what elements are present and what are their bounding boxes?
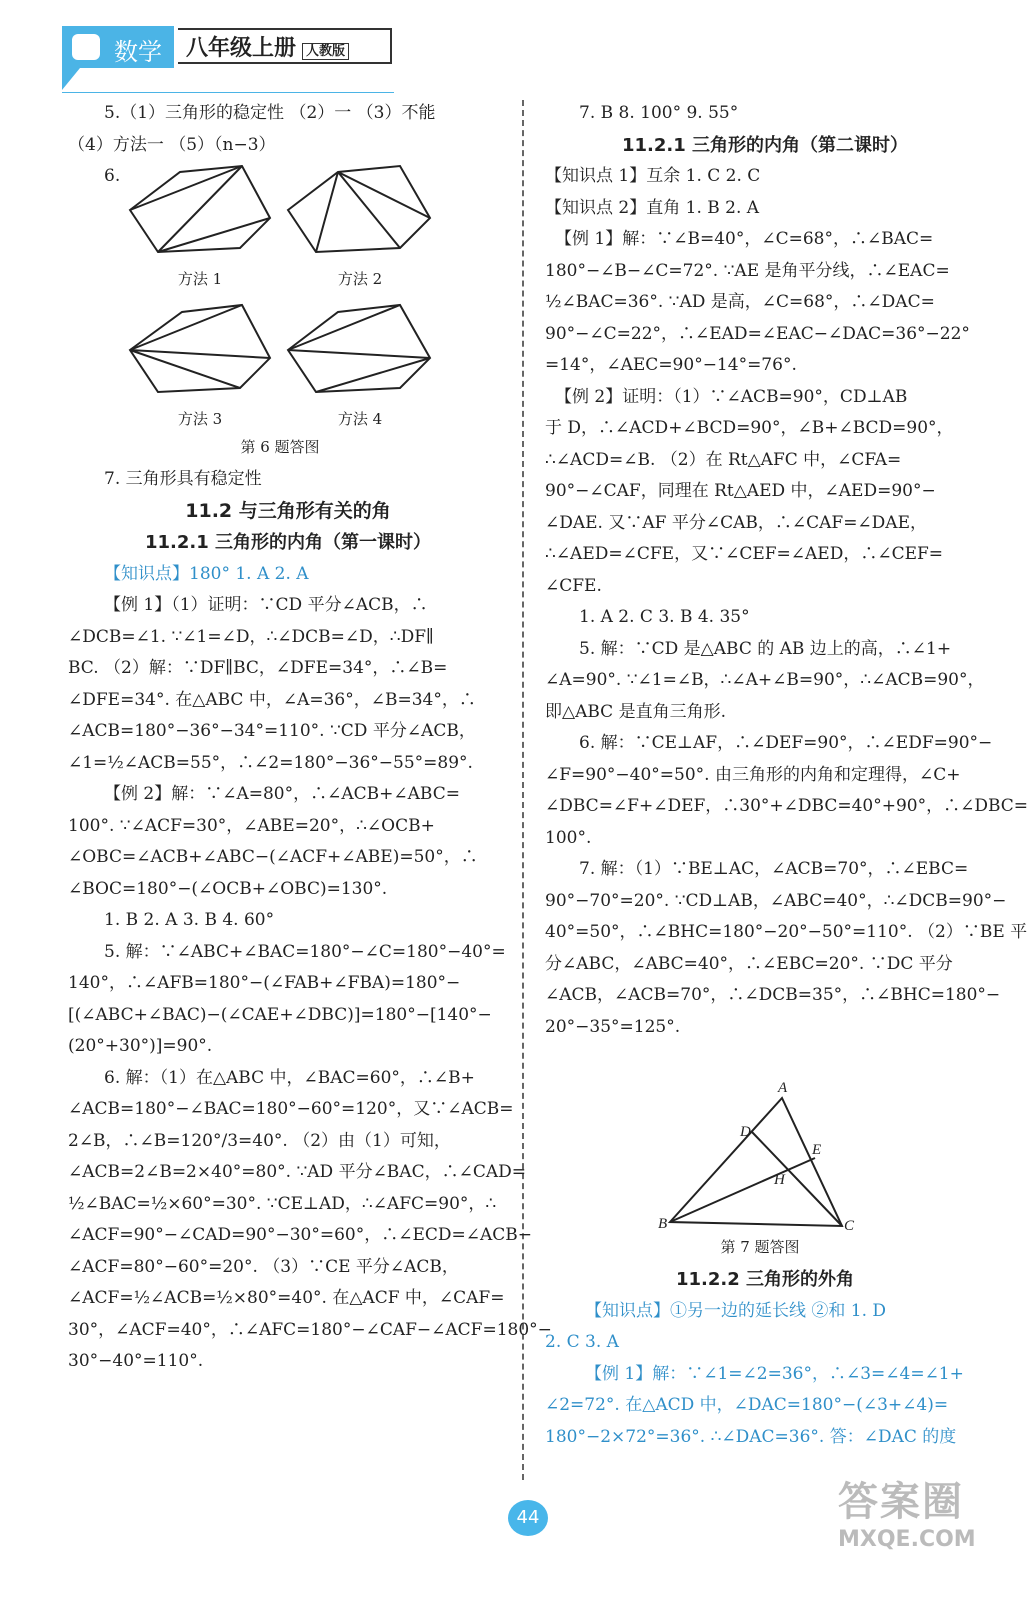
column-divider xyxy=(522,100,524,1480)
answer-line: 5. 解：∵CD 是△ABC 的 AB 边上的高，∴∠1+ xyxy=(579,638,952,659)
answer-line: ∠ACB=180°−36°−34°=110°. ∵CD 平分∠ACB， xyxy=(68,721,476,741)
answer-line: 5. 解：∵∠ABC+∠BAC=180°−∠C=180°−40°= xyxy=(104,941,506,962)
answer-line: 【例 2】证明：（1）∵∠ACB=90°，CD⊥AB xyxy=(555,386,908,407)
answer-line: 180°−∠B−∠C=72°. ∵AE 是角平分线，∴∠EAC= xyxy=(545,260,950,281)
answer-line: ∠2=72°. 在△ACD 中，∠DAC=180°−(∠3+∠4)= xyxy=(545,1395,949,1415)
answer-line: 即△ABC 是直角三角形. xyxy=(545,701,726,722)
answer-line: 【例 1】解：∵∠1=∠2=36°，∴∠3=∠4=∠1+ xyxy=(585,1363,964,1384)
answer-line: ∠A=90°. ∵∠1=∠B，∴∠A+∠B=90°，∴∠ACB=90°， xyxy=(545,670,985,690)
edition: 人教版 xyxy=(302,43,349,60)
answer-line: ∠ACF=80°−60°=20°. （3）∵CE 平分∠ACB， xyxy=(68,1256,459,1277)
label-h: H xyxy=(774,1172,785,1188)
answer-line: 1. B 2. A 3. B 4. 60° xyxy=(104,910,275,930)
leaf-icon xyxy=(72,34,100,60)
subject-badge xyxy=(62,26,174,68)
header-tail xyxy=(62,68,80,90)
answer-line: ∠ACB=180°−∠BAC=180°−60°=120°，又∵∠ACB= xyxy=(68,1099,514,1119)
answer-line: 2. C 3. A xyxy=(545,1332,619,1352)
answer-line: =14°，∠AEC=90°−14°=76°. xyxy=(545,355,797,375)
caption: 方法 3 xyxy=(177,410,223,428)
answer-line: 【例 1】解：∵∠B=40°，∠C=68°，∴∠BAC= xyxy=(555,229,934,249)
answer-line: 6. 解：（1）在△ABC 中，∠BAC=60°，∴∠B+ xyxy=(104,1067,475,1088)
subsection-title: 11.2.1 三角形的内角（第二课时） xyxy=(621,134,909,156)
page-number: 44 xyxy=(508,1500,548,1536)
answer-line: ½∠BAC=½×60°=30°. ∵CE⊥AD，∴∠AFC=90°，∴ xyxy=(68,1193,497,1214)
label-e: E xyxy=(812,1142,822,1158)
answer-line: 分∠ABC，∠ABC=40°，∴∠EBC=20°. ∵DC 平分 xyxy=(545,953,953,974)
answer-line: 90°−∠C=22°，∴∠EAD=∠EAC−∠DAC=36°−22° xyxy=(545,323,970,344)
label-b: B xyxy=(658,1216,668,1232)
answer-line: ∠ACF=½∠ACB=½×80°=40°. 在△ACF 中，∠CAF= xyxy=(68,1288,505,1308)
answer-line: ∠ACB，∠ACB=70°，∴∠DCB=35°，∴∠BHC=180°− xyxy=(545,985,1001,1005)
watermark-text: 答案圈 xyxy=(838,1479,964,1525)
subject: 数学 xyxy=(114,38,162,66)
answer-line: ∠OBC=∠ACB+∠ABC−(∠ACF+∠ABE)=50°，∴ xyxy=(68,847,478,867)
answer-line: 【知识点 1】互余 1. C 2. C xyxy=(545,166,761,186)
answer-line: [(∠ABC+∠BAC)−(∠CAE+∠DBC)]=180°−[140°− xyxy=(68,1004,492,1025)
right-column-tail xyxy=(545,1264,985,1453)
answer-line: 30°−40°=110°. xyxy=(68,1351,204,1371)
answer-line: 5.（1）三角形的稳定性 （2）一 （3）不能 xyxy=(104,103,436,123)
figure-title: 第 6 题答图 xyxy=(240,438,320,456)
answer-line: 90°−∠CAF，同理在 Rt△AED 中，∠AED=90°− xyxy=(545,481,936,501)
answer-line: 6. xyxy=(104,166,121,186)
answer-line: 【例 1】（1）证明：∵CD 平分∠ACB，∴ xyxy=(104,595,428,615)
label-c: C xyxy=(844,1218,855,1234)
answer-line: ∠CFE. xyxy=(545,575,602,596)
hexagon-2 xyxy=(288,166,430,252)
section-title: 11.2 与三角形有关的角 xyxy=(185,499,391,522)
answer-line: ∠BOC=180°−(∠OCB+∠OBC)=130°. xyxy=(68,878,388,899)
watermark-url: MXQE.COM xyxy=(838,1527,976,1552)
right-column xyxy=(545,98,1029,1043)
answer-line: ½∠BAC=36°. ∵AD 是高，∠C=68°，∴∠DAC= xyxy=(545,292,935,312)
answer-line: ∠F=90°−40°=50°. 由三角形的内角和定理得，∠C+ xyxy=(545,764,961,785)
caption: 方法 1 xyxy=(177,270,223,288)
label-a: A xyxy=(778,1080,788,1096)
answer-line: ∠1=½∠ACB=55°，∴∠2=180°−36°−55°=89°. xyxy=(68,752,473,773)
answer-line: ∠DCB=∠1. ∵∠1=∠D，∴∠DCB=∠D，∴DF∥ xyxy=(68,626,434,647)
answer-line: ∠DAE. 又∵AF 平分∠CAB，∴∠CAF=∠DAE， xyxy=(545,512,927,533)
answer-line: 20°−35°=125°. xyxy=(545,1016,681,1037)
triangle-abc xyxy=(670,1098,842,1226)
answer-line: 7. 三角形具有稳定性 xyxy=(104,469,262,489)
answer-line: 于 D，∴∠ACD+∠BCD=90°，∠B+∠BCD=90°， xyxy=(545,418,954,438)
answer-line: 100°. ∵∠ACF=30°，∠ABE=20°，∴∠OCB+ xyxy=(68,815,435,836)
caption: 方法 4 xyxy=(337,410,383,428)
answer-line: 90°−70°=20°. ∵CD⊥AB，∠ABC=40°，∴∠DCB=90°− xyxy=(545,890,1007,911)
answer-line: 2∠B，∴∠B=120°/3=40°. （2）由（1）可知， xyxy=(68,1130,451,1151)
answer-line: 7. 解：（1）∵BE⊥AC，∠ACB=70°，∴∠EBC= xyxy=(579,859,969,879)
answer-line: 140°，∴∠AFB=180°−(∠FAB+∠FBA)=180°− xyxy=(68,973,461,993)
answer-line: ∠ACB=2∠B=2×40°=80°. ∵AD 平分∠BAC，∴∠CAD= xyxy=(68,1162,526,1182)
watermark xyxy=(838,1470,1008,1580)
answer-line: 【知识点】180° 1. A 2. A xyxy=(104,563,309,584)
header-rule xyxy=(62,92,394,93)
subsection-title: 11.2.2 三角形的外角 xyxy=(675,1269,855,1290)
figure-title: 第 7 题答图 xyxy=(720,1238,800,1256)
figure-7 xyxy=(650,1080,870,1240)
answer-line: ∠DFE=34°. 在△ABC 中，∠A=36°，∠B=34°，∴ xyxy=(68,689,476,710)
answer-line: 6. 解：∵CE⊥AF，∴∠DEF=90°，∴∠EDF=90°− xyxy=(579,733,993,753)
answer-line: ∠ACF=90°−∠CAD=90°−30°=60°，∴∠ECD=∠ACB− xyxy=(68,1225,533,1245)
hexagon-3 xyxy=(130,305,270,392)
answer-line: 【知识点 2】直角 1. B 2. A xyxy=(545,197,760,218)
answer-line: ∴∠ACD=∠B. （2）在 Rt△AFC 中，∠CFA= xyxy=(545,449,902,470)
figure-6 xyxy=(120,160,440,450)
answer-line: （4）方法一 （5）（n−3） xyxy=(68,134,276,155)
caption: 方法 2 xyxy=(337,270,383,288)
answer-line: 【例 2】解：∵∠A=80°，∴∠ACB+∠ABC= xyxy=(104,784,460,804)
answer-line: (20°+30°)]=90°. xyxy=(68,1036,213,1056)
label-d: D xyxy=(740,1124,751,1140)
answer-line: 180°−2×72°=36°. ∴∠DAC=36°. 答：∠DAC 的度 xyxy=(545,1426,957,1447)
answer-line: BC. （2）解：∵DF∥BC，∠DFE=34°，∴∠B= xyxy=(68,658,448,678)
answer-line: 【知识点】①另一边的延长线 ②和 1. D xyxy=(585,1300,887,1321)
book-title: 八年级上册 人教版 xyxy=(178,28,392,64)
answer-line: 7. B 8. 100° 9. 55° xyxy=(579,103,739,123)
subsection-title: 11.2.1 三角形的内角（第一课时） xyxy=(144,532,432,553)
header xyxy=(62,26,394,70)
answer-line: ∴∠AED=∠CFE，又∵∠CEF=∠AED，∴∠CEF= xyxy=(545,544,944,564)
left-column-body xyxy=(68,464,552,1378)
answer-line: 40°=50°，∴∠BHC=180°−20°−50°=110°. （2）∵BE 平 xyxy=(545,922,1028,942)
answer-line: 1. A 2. C 3. B 4. 35° xyxy=(579,607,750,627)
answer-line: 30°，∠ACF=40°，∴∠AFC=180°−∠CAF−∠ACF=180°− xyxy=(68,1319,552,1340)
answer-line: 100°. xyxy=(545,827,592,848)
answer-line: ∠DBC=∠F+∠DEF，∴30°+∠DBC=40°+90°，∴∠DBC= xyxy=(545,796,1029,816)
